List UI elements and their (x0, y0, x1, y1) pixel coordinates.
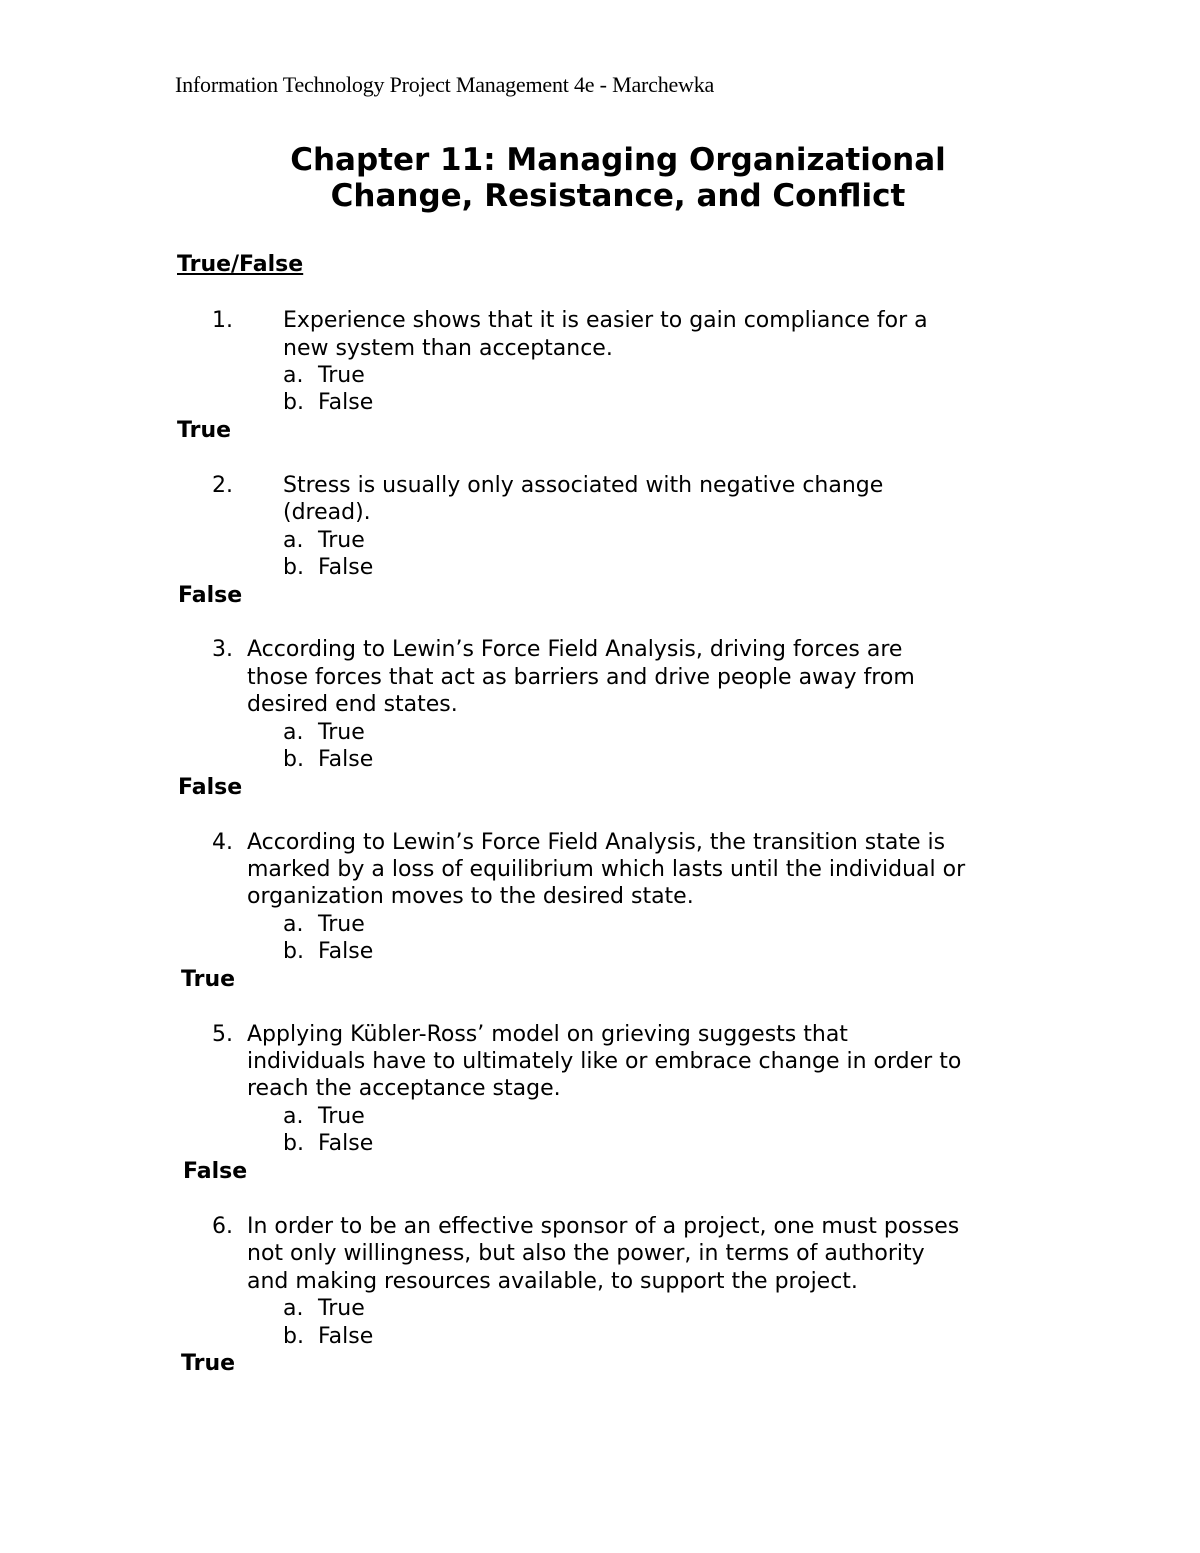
question-number: 3. (212, 637, 233, 662)
question-text-line: not only willingness, but also the power, in terms of authority (247, 1241, 925, 1266)
answer: True (181, 967, 236, 992)
option-letter: a. (283, 528, 304, 553)
option-letter: b. (283, 1324, 304, 1349)
option-text: False (318, 555, 374, 580)
section-heading: True/False (177, 252, 304, 277)
option-letter: b. (283, 747, 304, 772)
chapter-title-line-2: Change, Resistance, and Conflict (330, 178, 906, 214)
chapter-title-line-1: Chapter 11: Managing Organizational (290, 142, 946, 178)
option-letter: b. (283, 555, 304, 580)
question-text-line: marked by a loss of equilibrium which lasts until the individual or (247, 857, 966, 882)
option-text: False (318, 1131, 374, 1156)
question-text-line: desired end states. (247, 692, 458, 717)
option-text: False (318, 939, 374, 964)
option-letter: b. (283, 390, 304, 415)
question-text-line: new system than acceptance. (283, 336, 613, 361)
option-letter: a. (283, 912, 304, 937)
question-number: 4. (212, 830, 233, 855)
option-text: False (318, 1324, 374, 1349)
option-text: True (318, 720, 365, 745)
option-letter: b. (283, 1131, 304, 1156)
question-text-line: In order to be an effective sponsor of a project, one must posses (247, 1214, 960, 1239)
option-text: True (318, 528, 365, 553)
answer: False (178, 583, 243, 608)
option-letter: b. (283, 939, 304, 964)
question-text-line: those forces that act as barriers and drive people away from (247, 665, 915, 690)
answer: True (181, 1351, 236, 1376)
page-header: Information Technology Project Management 4e - Marchewka (175, 72, 715, 97)
option-letter: a. (283, 363, 304, 388)
question-text-line: and making resources available, to support the project. (247, 1269, 858, 1294)
option-text: True (318, 1104, 365, 1129)
option-text: False (318, 390, 374, 415)
option-letter: a. (283, 1104, 304, 1129)
option-letter: a. (283, 720, 304, 745)
question-text-line: According to Lewin’s Force Field Analysis, the transition state is (247, 830, 946, 855)
question-text-line: individuals have to ultimately like or embrace change in order to (247, 1049, 962, 1074)
option-letter: a. (283, 1296, 304, 1321)
question-text-line: reach the acceptance stage. (247, 1076, 561, 1101)
question-text-line: According to Lewin’s Force Field Analysis, driving forces are (247, 637, 903, 662)
chapter-title (200, 142, 1036, 214)
answer: False (183, 1159, 248, 1184)
option-text: True (318, 1296, 365, 1321)
question-text-line: Stress is usually only associated with negative change (283, 473, 884, 498)
question-text-line: (dread). (283, 500, 371, 525)
question-number: 2. (212, 473, 233, 498)
question-number: 1. (212, 308, 233, 333)
question-text-line: Applying Kübler-Ross’ model on grieving suggests that (247, 1022, 848, 1047)
option-text: True (318, 363, 365, 388)
answer: True (177, 418, 232, 443)
answer: False (178, 775, 243, 800)
question-number: 5. (212, 1022, 233, 1047)
option-text: True (318, 912, 365, 937)
question-number: 6. (212, 1214, 233, 1239)
question-text-line: organization moves to the desired state. (247, 884, 694, 909)
option-text: False (318, 747, 374, 772)
question-text-line: Experience shows that it is easier to gain compliance for a (283, 308, 928, 333)
